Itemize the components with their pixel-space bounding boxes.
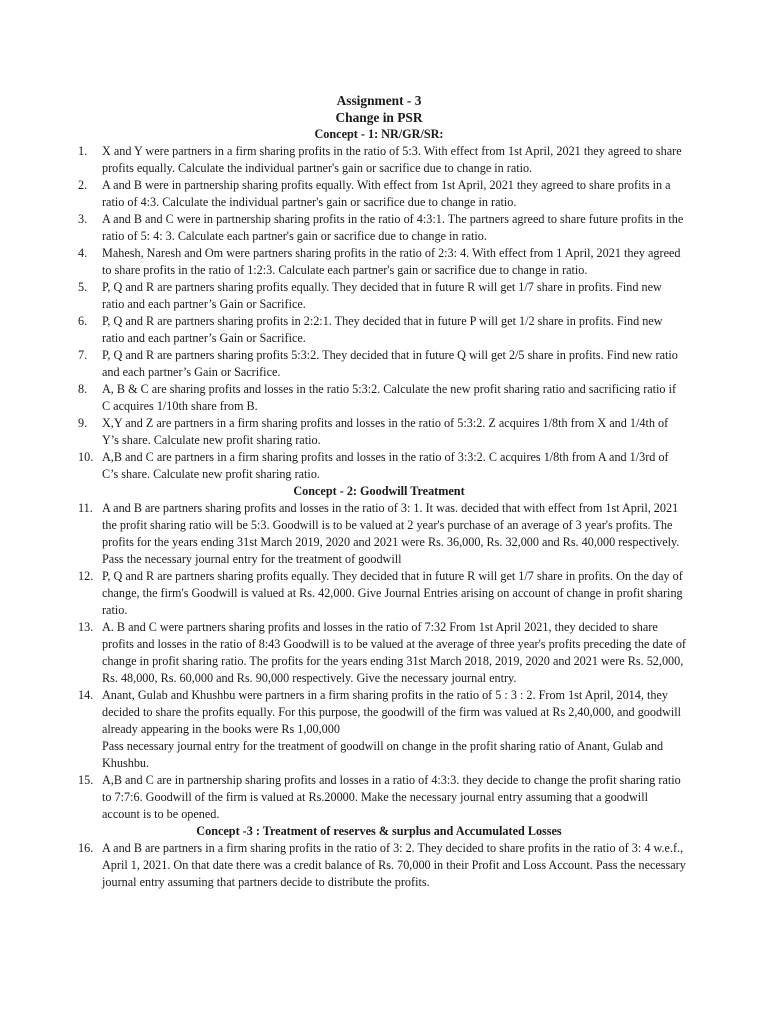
question-text: A. B and C were partners sharing profits and losses in the ratio of 7:32 From 1st April 2021, they decided to share profits and losses in the ratio of 8:43 Goodwill is to be valued at the average of three year's profits preceding the date of change in profit sharing ratio. The profits for the years ending 31st March 2018, 2019, 2020 and 2021 were Rs. 52,000, Rs. 48,000, Rs. 60,000 and Rs. 90,000 respectively. Give the necessary journal entry. xyxy=(102,620,686,685)
question-text: X and Y were partners in a firm sharing profits in the ratio of 5:3. With effect from 1st April, 2021 they agreed to share profits equally. Calculate the individual partner's gain or sacrifice due to change in ratio. xyxy=(102,144,682,175)
question-item xyxy=(72,449,686,483)
question-text: P, Q and R are partners sharing profits in 2:2:1. They decided that in future P will get 1/2 share in profits. Find new ratio and each partner’s Gain or Sacrifice. xyxy=(102,314,663,345)
question-item xyxy=(72,772,686,823)
question-item xyxy=(72,840,686,891)
question-number: 9. xyxy=(78,416,88,430)
question-item xyxy=(72,177,686,211)
question-text: A,B and C are in partnership sharing profits and losses in a ratio of 4:3:3. they decide to change the profit sharing ratio to 7:7:6. Goodwill of the firm is valued at Rs.20000. Make the necessary journal entry assuming that a goodwill account is to be opened. xyxy=(102,773,681,821)
question-text: P, Q and R are partners sharing profits equally. They decided that in future R will get 1/7 share in profits. Find new ratio and each partner’s Gain or Sacrifice. xyxy=(102,280,662,311)
question-text: A and B are partners sharing profits and losses in the ratio of 3: 1. It was. decided that with effect from 1st April, 2021 the profit sharing ratio will be 5:3. Goodwill is to be valued at 2 year's purchase of an average of 3 year's profits. The profits for the years ending 31st March 2019, 2020 and 2021 were Rs. 36,000, Rs. 32,000 and Rs. 40,000 respectively. Pass the necessary journal entry for the treatment of goodwill xyxy=(102,501,680,566)
question-text-continued: Pass necessary journal entry for the treatment of goodwill on change in the profit sharing ratio of Anant, Gulab and Khushbu. xyxy=(102,739,664,770)
topic-title: Change in PSR xyxy=(335,110,423,125)
question-item xyxy=(72,415,686,449)
question-list xyxy=(72,143,686,483)
question-list xyxy=(72,500,686,823)
question-item xyxy=(72,347,686,381)
question-number: 12. xyxy=(78,569,94,583)
concept-heading: Concept - 1: NR/GR/SR: xyxy=(314,127,444,141)
question-text: A and B were in partnership sharing profits equally. With effect from 1st April, 2021 they agreed to share profits in a ratio of 4:3. Calculate the individual partner's gain or sacrifice due to change in ratio. xyxy=(102,178,671,209)
question-item xyxy=(72,279,686,313)
question-text: P, Q and R are partners sharing profits equally. They decided that in future R will get 1/7 share in profits. On the day of change, the firm's Goodwill is valued at Rs. 42,000. Give Journal Entries arising on account of change in profit sharing ratio. xyxy=(102,569,683,617)
question-item xyxy=(72,245,686,279)
question-text: Mahesh, Naresh and Om were partners sharing profits in the ratio of 2:3: 4. With effect from 1 April, 2021 they agreed to share profits in the ratio of 1:2:3. Calculate each partner's gain or sacrifice due to change in ratio. xyxy=(102,246,681,277)
question-text: P, Q and R are partners sharing profits 5:3:2. They decided that in future Q will get 2/5 share in profits. Find new ratio and each partner’s Gain or Sacrifice. xyxy=(102,348,678,379)
question-number: 6. xyxy=(78,314,88,328)
document-body xyxy=(72,92,686,891)
question-number: 15. xyxy=(78,773,94,787)
question-item xyxy=(72,619,686,687)
question-number: 4. xyxy=(78,246,88,260)
question-item xyxy=(72,500,686,568)
question-number: 2. xyxy=(78,178,88,192)
question-item xyxy=(72,313,686,347)
concept-heading: Concept -3 : Treatment of reserves & surplus and Accumulated Losses xyxy=(196,824,562,838)
question-number: 8. xyxy=(78,382,88,396)
question-text: Anant, Gulab and Khushbu were partners in a firm sharing profits in the ratio of 5 : 3 : 2. From 1st April, 2014, they decided to share the profits equally. For this purpose, the goodwill of the firm was valued at Rs 2,40,000, and goodwill already appearing in the books were Rs 1,00,000 xyxy=(102,688,682,736)
question-text: A,B and C are partners in a firm sharing profits and losses in the ratio of 3:3:2. C acquires 1/8th from A and 1/3rd of C’s share. Calculate new profit sharing ratio. xyxy=(102,450,669,481)
question-text: A, B & C are sharing profits and losses in the ratio 5:3:2. Calculate the new profit sharing ratio and sacrificing ratio if C acquires 1/10th share from B. xyxy=(102,382,677,413)
question-number: 13. xyxy=(78,620,94,634)
question-text: A and B are partners in a firm sharing profits in the ratio of 3: 2. They decided to share profits in the ratio of 3: 4 w.e.f., April 1, 2021. On that date there was a credit balance of Rs. 70,000 in their Profit and Loss Account. Pass the necessary journal entry assuming that partners decide to distribute the profits. xyxy=(102,841,686,889)
question-text: X,Y and Z are partners in a firm sharing profits and losses in the ratio of 5:3:2. Z acquires 1/8th from X and 1/4th of Y’s share. Calculate new profit sharing ratio. xyxy=(102,416,669,447)
assignment-title: Assignment - 3 xyxy=(336,93,422,108)
question-number: 3. xyxy=(78,212,88,226)
question-number: 16. xyxy=(78,841,94,855)
question-item xyxy=(72,687,686,772)
question-number: 5. xyxy=(78,280,88,294)
question-item xyxy=(72,211,686,245)
question-list xyxy=(72,840,686,891)
question-text: A and B and C were in partnership sharing profits in the ratio of 4:3:1. The partners agreed to share future profits in the ratio of 5: 4: 3. Calculate each partner's gain or sacrifice due to change in ratio. xyxy=(102,212,684,243)
question-item xyxy=(72,381,686,415)
question-item xyxy=(72,568,686,619)
question-number: 1. xyxy=(78,144,88,158)
question-item xyxy=(72,143,686,177)
question-number: 7. xyxy=(78,348,88,362)
question-number: 14. xyxy=(78,688,94,702)
concept-heading: Concept - 2: Goodwill Treatment xyxy=(293,484,465,498)
question-number: 10. xyxy=(78,450,94,464)
question-number: 11. xyxy=(78,501,93,515)
